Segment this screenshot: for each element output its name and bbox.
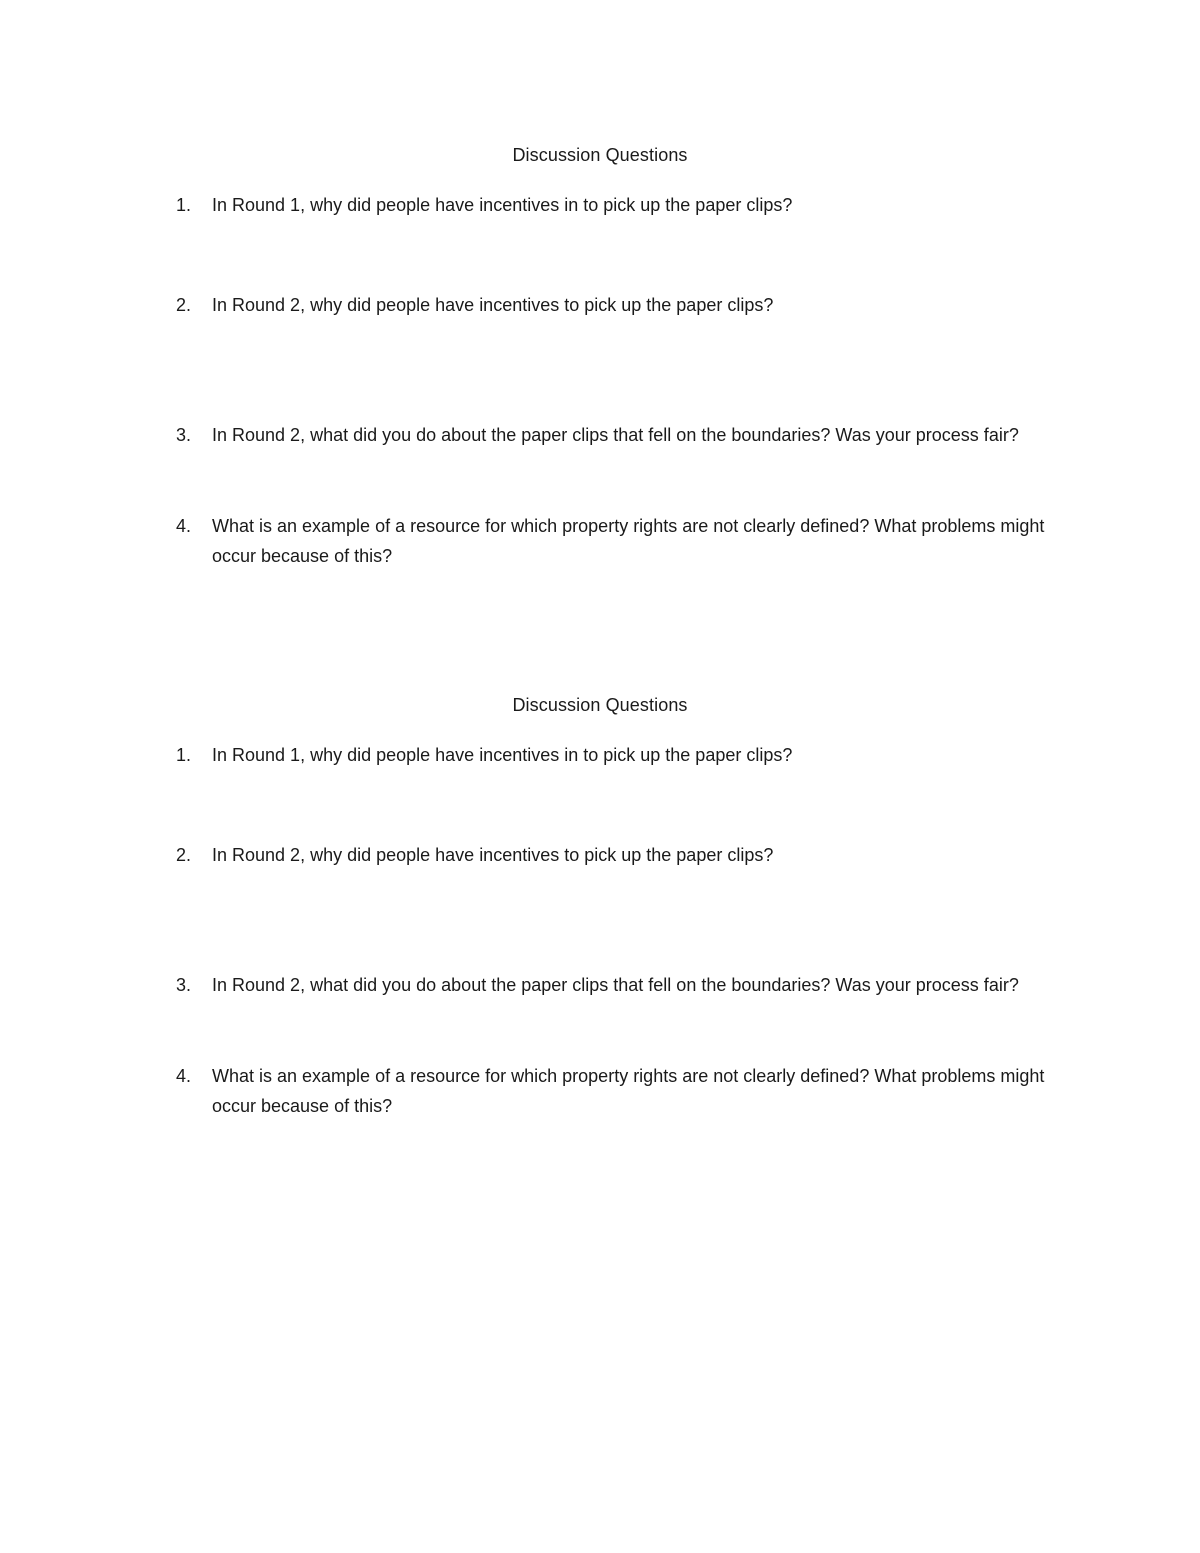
question-number: 4. [176,1066,192,1086]
question-item-2 [176,290,1076,320]
question-number: 3. [176,425,192,445]
question-number: 1. [176,745,192,765]
discussion-section-1 [0,140,1200,566]
question-item-1 [176,190,1076,220]
question-number: 2. [176,295,192,315]
question-text: In Round 2, why did people have incentives to pick up the paper clips? [212,295,774,315]
discussion-section-2 [0,690,1200,1116]
question-item-3 [176,970,1076,1000]
question-number: 1. [176,195,192,215]
question-text: In Round 2, what did you do about the paper clips that fell on the boundaries? Was your process fair? [212,425,1019,445]
question-text: What is an example of a resource for which property rights are not clearly defined? What problems might occur because of this? [212,1066,1045,1116]
question-number: 4. [176,516,192,536]
question-item-3 [176,420,1076,450]
question-item-4 [176,1061,1076,1121]
section-heading: Discussion Questions [512,695,688,715]
question-number: 2. [176,845,192,865]
section-heading: Discussion Questions [512,145,688,165]
question-item-2 [176,840,1076,870]
question-item-4 [176,511,1076,571]
question-number: 3. [176,975,192,995]
question-text: In Round 2, what did you do about the paper clips that fell on the boundaries? Was your process fair? [212,975,1019,995]
question-text: In Round 2, why did people have incentives to pick up the paper clips? [212,845,774,865]
question-text: What is an example of a resource for which property rights are not clearly defined? What problems might occur because of this? [212,516,1045,566]
question-item-1 [176,740,1076,770]
question-text: In Round 1, why did people have incentives in to pick up the paper clips? [212,745,793,765]
question-text: In Round 1, why did people have incentives in to pick up the paper clips? [212,195,793,215]
